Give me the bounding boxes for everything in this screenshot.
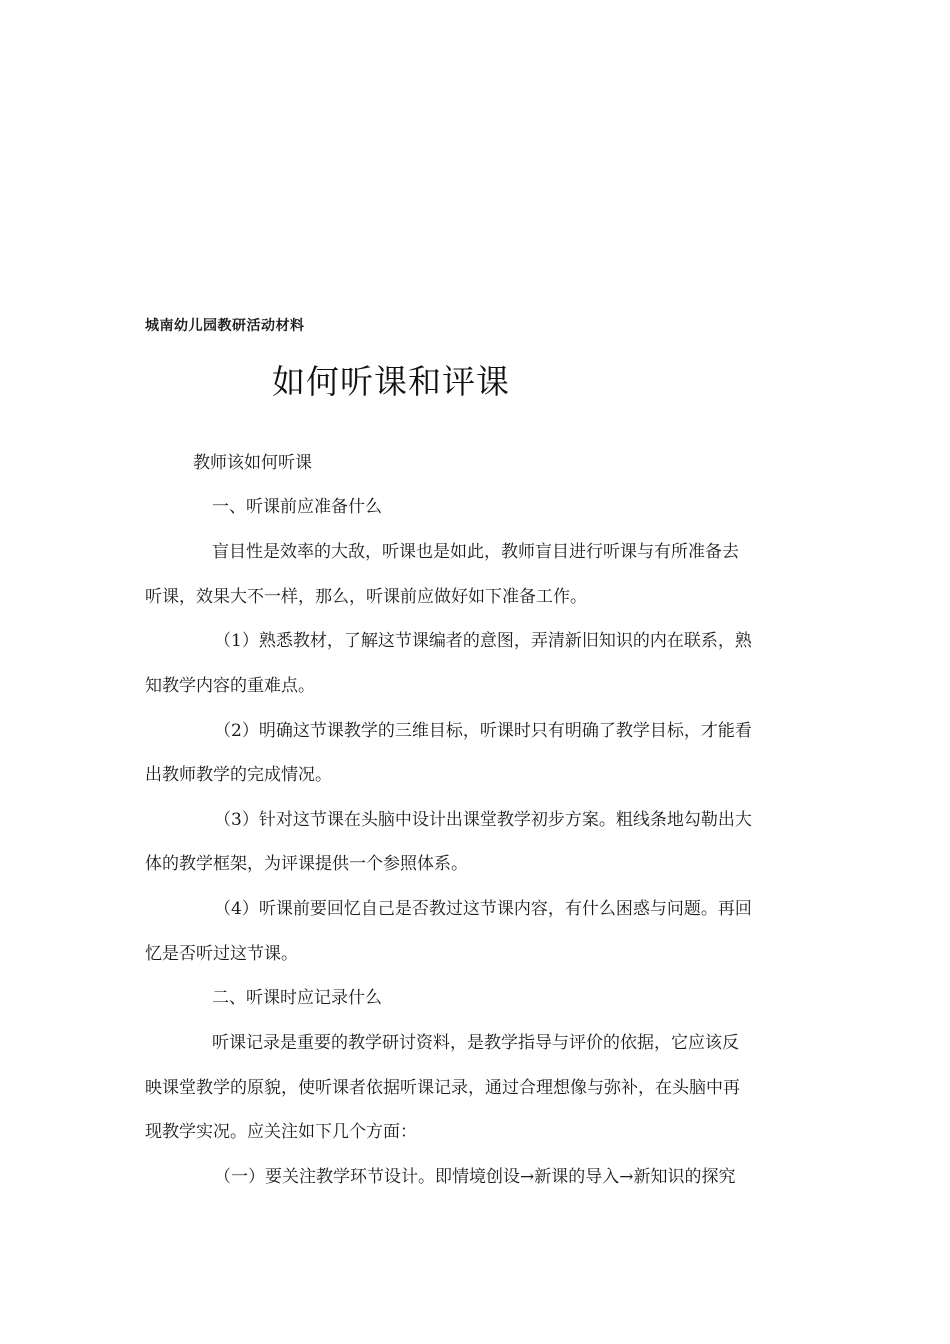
section-heading-2: 二、听课时应记录什么 bbox=[212, 988, 382, 1008]
paragraph-line: 听课记录是重要的教学研讨资料，是教学指导与评价的依据，它应该反 bbox=[212, 1033, 739, 1053]
paragraph-line: 盲目性是效率的大敌，听课也是如此，教师盲目进行听课与有所准备去 bbox=[212, 542, 739, 562]
list-item-line: 出教师教学的完成情况。 bbox=[145, 765, 332, 785]
list-item-line: （1）熟悉教材，了解这节课编者的意图，弄清新旧知识的内在联系，熟 bbox=[214, 631, 752, 651]
list-item-line: 知教学内容的重难点。 bbox=[145, 676, 315, 696]
section-heading-1: 一、听课前应准备什么 bbox=[212, 497, 382, 517]
list-item-line: （4）听课前要回忆自己是否教过这节课内容，有什么困惑与问题。再回 bbox=[214, 899, 752, 919]
paragraph-line: 映课堂教学的原貌，使听课者依据听课记录，通过合理想像与弥补，在头脑中再 bbox=[145, 1078, 740, 1098]
document-title: 如何听课和评课 bbox=[272, 362, 510, 401]
list-item-line: （3）针对这节课在头脑中设计出课堂教学初步方案。粗线条地勾勒出大 bbox=[214, 810, 752, 830]
list-item-line: （2）明确这节课教学的三维目标，听课时只有明确了教学目标，才能看 bbox=[214, 721, 752, 741]
list-item-line: （一）要关注教学环节设计。即情境创设→新课的导入→新知识的探究 bbox=[214, 1167, 736, 1187]
subtitle: 教师该如何听课 bbox=[193, 453, 312, 473]
paragraph-line: 现教学实况。应关注如下几个方面： bbox=[145, 1122, 417, 1142]
list-item-line: 忆是否听过这节课。 bbox=[145, 944, 298, 964]
list-item-line: 体的教学框架，为评课提供一个参照体系。 bbox=[145, 854, 468, 874]
paragraph-line: 听课，效果大不一样，那么，听课前应做好如下准备工作。 bbox=[145, 587, 587, 607]
organization-header: 城南幼儿园教研活动材料 bbox=[145, 318, 305, 334]
